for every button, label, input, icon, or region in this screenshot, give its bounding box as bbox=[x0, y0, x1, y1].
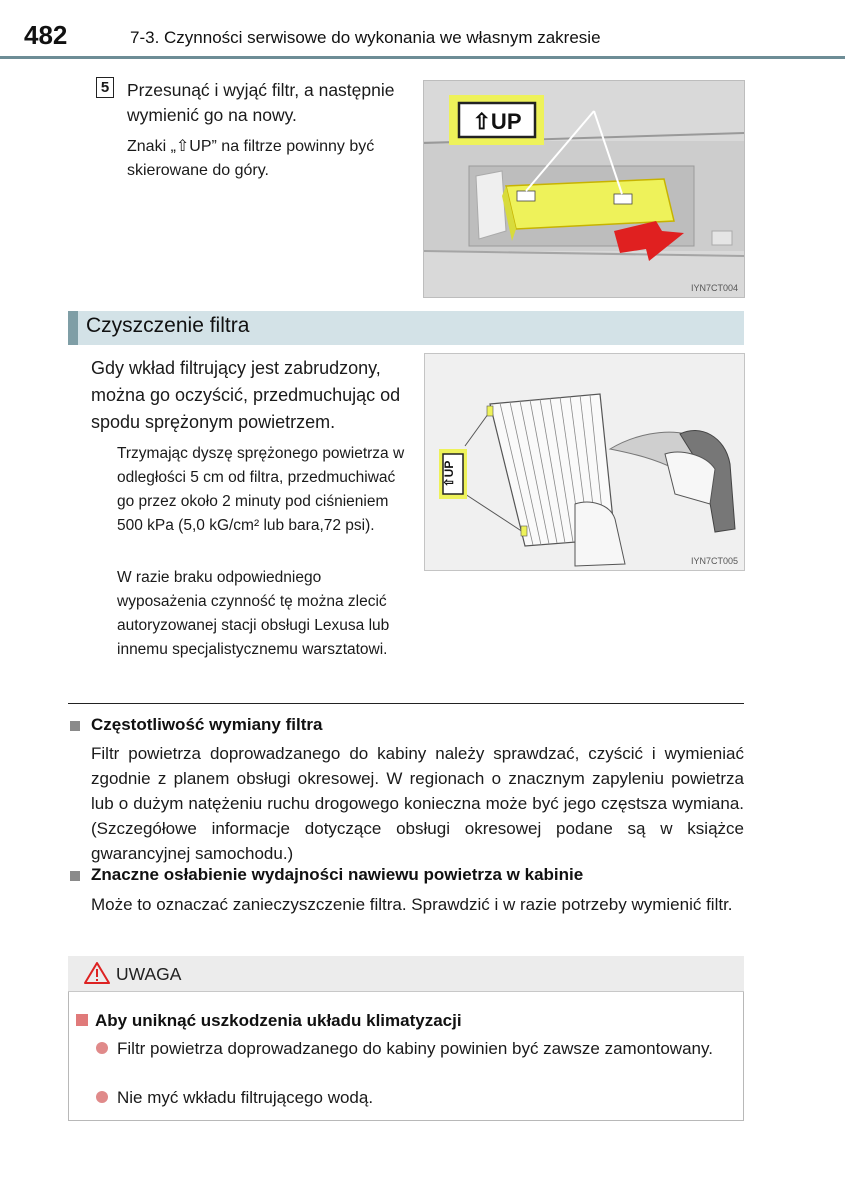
filter-cleaning-illustration bbox=[425, 354, 744, 570]
cleaning-description: Gdy wkład filtrujący jest zabrudzony, można go oczyścić, przedmuchując od spodu sprężonym powietrzem. bbox=[91, 358, 401, 432]
section-heading-accent bbox=[68, 311, 78, 345]
figure-code: IYN7CT005 bbox=[690, 556, 738, 566]
header-rule bbox=[0, 56, 845, 59]
step-instruction: Przesunąć i wyjąć filtr, a następnie wymienić go na nowy. bbox=[127, 80, 395, 125]
divider bbox=[68, 703, 744, 704]
warning-icon bbox=[84, 961, 110, 985]
section-title: 7-3. Czynności serwisowe do wykonania we własnym zakresie bbox=[130, 28, 601, 47]
caution-heading: Aby uniknąć uszkodzenia układu klimatyzacji bbox=[95, 1011, 462, 1030]
cleaning-note-service: W razie braku odpowiedniego wyposażenia czynność tę można zlecić autoryzowanej stacji obsługi Lexusa lub innemu specjalistycznemu warsztatowi. bbox=[117, 569, 390, 658]
caution-item: Nie myć wkładu filtrującego wodą. bbox=[117, 1088, 374, 1107]
up-label: ⇧UP bbox=[472, 109, 522, 134]
filter-cleaning-figure bbox=[424, 353, 745, 571]
cleaning-note-pressure: Trzymając dyszę sprężonego powietrza w odległości 5 cm od filtra, przedmuchiwać go przez około 2 minuty pod ciśnieniem 500 kPa (5,0 kG/cm² lub bara,72 psi). bbox=[117, 445, 405, 534]
bullet-square bbox=[70, 721, 80, 731]
info-heading-frequency: Częstotliwość wymiany filtra bbox=[91, 715, 323, 734]
info-body-airflow: Może to oznaczać zanieczyszczenie filtra. Sprawdzić i w razie potrzeby wymienić filtr. bbox=[91, 895, 733, 914]
step-number-box: 5 bbox=[96, 77, 114, 98]
filter-removal-illustration bbox=[424, 81, 744, 297]
info-heading-airflow: Znaczne osłabienie wydajności nawiewu powietrza w kabinie bbox=[91, 865, 584, 884]
bullet-square bbox=[76, 1014, 88, 1026]
filter-removal-figure bbox=[423, 80, 745, 298]
section-heading: Czyszczenie filtra bbox=[86, 314, 250, 337]
bullet-dot bbox=[96, 1091, 108, 1103]
figure-code: IYN7CT004 bbox=[690, 283, 738, 293]
step-note: Znaki „⇧UP” na filtrze powinny być skierowane do góry. bbox=[127, 138, 375, 179]
page-number: 482 bbox=[24, 20, 68, 50]
caution-item: Filtr powietrza doprowadzanego do kabiny powinien być zawsze zamontowany. bbox=[117, 1039, 713, 1058]
caution-title: UWAGA bbox=[116, 964, 182, 984]
info-body-frequency: Filtr powietrza doprowadzanego do kabiny należy sprawdzać, czyścić i wymieniać zgodnie z planem obsługi okresowej. W regionach o znacznym zapyleniu powietrza lub o dużym natężeniu ruchu drogowego konieczna może być jego częstsza wymiana. (Szczegółowe informacje dotyczące obsługi okresowej podane są w książce gwarancyjnej samochodu.) bbox=[91, 744, 744, 863]
up-label: ⇧UP bbox=[442, 460, 456, 488]
bullet-square bbox=[70, 871, 80, 881]
bullet-dot bbox=[96, 1042, 108, 1054]
